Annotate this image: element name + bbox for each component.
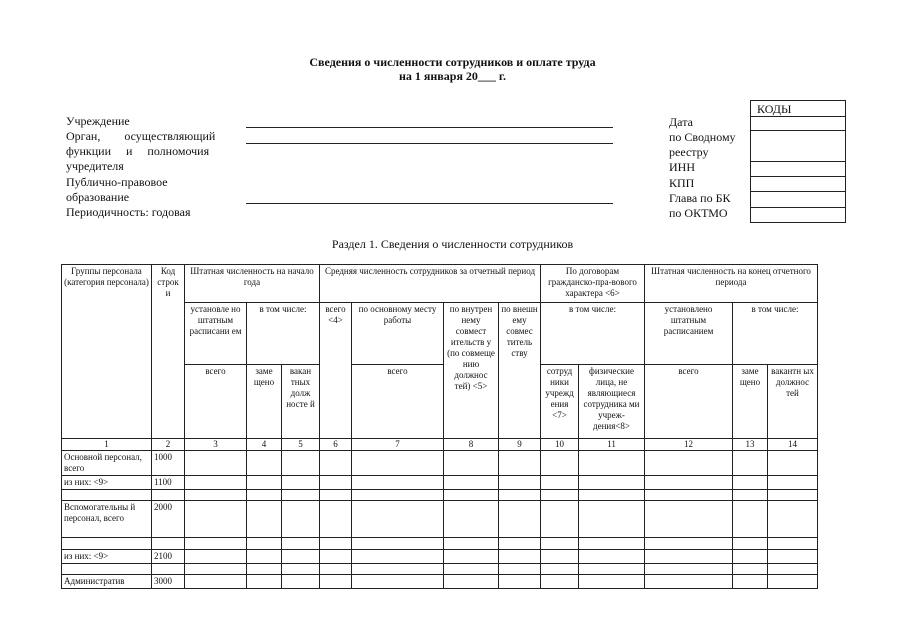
data-cell[interactable] bbox=[247, 476, 282, 490]
data-cell[interactable] bbox=[733, 550, 768, 564]
data-cell[interactable] bbox=[541, 501, 579, 538]
data-cell[interactable] bbox=[768, 575, 818, 589]
row-name: Административ bbox=[62, 575, 152, 589]
institution-line[interactable] bbox=[246, 127, 613, 128]
data-cell[interactable] bbox=[579, 501, 645, 538]
column-number: 5 bbox=[282, 439, 320, 451]
data-cell[interactable] bbox=[320, 550, 352, 564]
data-cell[interactable] bbox=[645, 575, 733, 589]
data-cell[interactable] bbox=[185, 538, 247, 550]
data-cell[interactable] bbox=[733, 564, 768, 575]
data-cell[interactable] bbox=[352, 501, 444, 538]
row-code bbox=[152, 538, 185, 550]
data-cell[interactable] bbox=[768, 451, 818, 476]
header-contracts: По договорам гражданско-пра-вового характера <6> bbox=[541, 265, 645, 303]
data-cell[interactable] bbox=[444, 476, 499, 490]
document-title bbox=[0, 55, 905, 83]
data-cell[interactable] bbox=[768, 501, 818, 538]
data-cell[interactable] bbox=[320, 501, 352, 538]
data-cell[interactable] bbox=[282, 490, 320, 501]
column-number: 7 bbox=[352, 439, 444, 451]
header-established: установле но штатным расписани ем bbox=[185, 303, 247, 365]
column-number: 10 bbox=[541, 439, 579, 451]
data-cell[interactable] bbox=[282, 564, 320, 575]
header-groups: Группы персонала (категория персонала) bbox=[62, 265, 152, 439]
data-cell[interactable] bbox=[768, 476, 818, 490]
data-cell[interactable] bbox=[541, 538, 579, 550]
column-number: 14 bbox=[768, 439, 818, 451]
data-cell[interactable] bbox=[247, 575, 282, 589]
row-name: Основной персонал, всего bbox=[62, 451, 152, 476]
code-cell-registry[interactable] bbox=[751, 130, 845, 131]
column-number: 2 bbox=[152, 439, 185, 451]
data-cell[interactable] bbox=[768, 538, 818, 550]
data-cell[interactable] bbox=[185, 476, 247, 490]
data-cell[interactable] bbox=[768, 490, 818, 501]
row-code bbox=[152, 564, 185, 575]
data-cell[interactable] bbox=[645, 476, 733, 490]
row-name bbox=[62, 490, 152, 501]
data-cell[interactable] bbox=[185, 550, 247, 564]
data-cell[interactable] bbox=[499, 451, 541, 476]
data-cell[interactable] bbox=[352, 550, 444, 564]
data-cell[interactable] bbox=[579, 564, 645, 575]
header-incl-end: в том числе: bbox=[733, 303, 818, 365]
date-label: Дата bbox=[669, 115, 693, 129]
code-cell-kpp[interactable] bbox=[751, 176, 845, 177]
data-cell[interactable] bbox=[645, 451, 733, 476]
data-cell[interactable] bbox=[541, 476, 579, 490]
header-incl-contracts: в том числе: bbox=[541, 303, 645, 365]
data-cell[interactable] bbox=[282, 501, 320, 538]
table-row bbox=[62, 538, 818, 550]
header-individuals: физические лица, не являющиеся сотрудника ми учреж-дения<8> bbox=[579, 365, 645, 439]
data-cell[interactable] bbox=[282, 476, 320, 490]
column-number: 12 bbox=[645, 439, 733, 451]
data-cell[interactable] bbox=[282, 550, 320, 564]
data-cell[interactable] bbox=[733, 451, 768, 476]
data-cell[interactable] bbox=[352, 476, 444, 490]
column-number: 8 bbox=[444, 439, 499, 451]
header-filled-end: заме щено bbox=[733, 365, 768, 439]
data-cell[interactable] bbox=[645, 538, 733, 550]
data-cell[interactable] bbox=[185, 564, 247, 575]
data-cell[interactable] bbox=[733, 575, 768, 589]
oktmo-label: по ОКТМО bbox=[669, 206, 728, 220]
table-row bbox=[62, 575, 818, 589]
header-main-place: по основному месту работы bbox=[352, 303, 444, 365]
periodicity-label: Периодичность: годовая bbox=[66, 205, 191, 219]
header-staff-end: Штатная численность на конец отчетного периода bbox=[645, 265, 818, 303]
header-staff-start: Штатная численность на начало года bbox=[185, 265, 320, 303]
data-cell[interactable] bbox=[499, 490, 541, 501]
public-entity-label-1: Публично-правовое bbox=[66, 175, 168, 189]
column-number: 13 bbox=[733, 439, 768, 451]
data-cell[interactable] bbox=[645, 501, 733, 538]
data-cell[interactable] bbox=[768, 564, 818, 575]
data-cell[interactable] bbox=[247, 501, 282, 538]
data-cell[interactable] bbox=[499, 501, 541, 538]
row-code bbox=[152, 490, 185, 501]
bk-head-label: Глава по БК bbox=[669, 191, 731, 205]
header-avg-total: всего <4> bbox=[320, 303, 352, 439]
data-cell[interactable] bbox=[499, 575, 541, 589]
data-cell[interactable] bbox=[185, 501, 247, 538]
codes-box bbox=[750, 100, 846, 223]
organ-label-2: функции и полномочия bbox=[66, 144, 210, 158]
row-name: Вспомогательны й персонал, всего bbox=[62, 501, 152, 538]
data-cell[interactable] bbox=[645, 564, 733, 575]
data-cell[interactable] bbox=[282, 538, 320, 550]
code-cell-bk[interactable] bbox=[751, 191, 845, 192]
header-total-1: всего bbox=[185, 365, 247, 439]
code-cell-inn[interactable] bbox=[751, 161, 845, 162]
column-number: 6 bbox=[320, 439, 352, 451]
data-cell[interactable] bbox=[320, 476, 352, 490]
data-cell[interactable] bbox=[444, 575, 499, 589]
table-row bbox=[62, 490, 818, 501]
data-cell[interactable] bbox=[185, 575, 247, 589]
data-cell[interactable] bbox=[579, 575, 645, 589]
row-code: 3000 bbox=[152, 575, 185, 589]
data-cell[interactable] bbox=[247, 451, 282, 476]
data-cell[interactable] bbox=[444, 564, 499, 575]
codes-title: КОДЫ bbox=[757, 102, 792, 116]
column-number: 3 bbox=[185, 439, 247, 451]
data-cell[interactable] bbox=[733, 538, 768, 550]
data-cell[interactable] bbox=[352, 564, 444, 575]
data-cell[interactable] bbox=[499, 476, 541, 490]
code-cell-date[interactable] bbox=[751, 116, 845, 117]
data-cell[interactable] bbox=[185, 490, 247, 501]
staff-table bbox=[61, 264, 818, 589]
title-line-2: на 1 января 20___ г. bbox=[398, 69, 507, 83]
data-cell[interactable] bbox=[499, 564, 541, 575]
data-cell[interactable] bbox=[541, 550, 579, 564]
header-vacant-1: вакан тных долж носте й bbox=[282, 365, 320, 439]
table-row bbox=[62, 564, 818, 575]
header-code: Код строк и bbox=[152, 265, 185, 439]
column-number: 9 bbox=[499, 439, 541, 451]
header-established-end: установлено штатным расписанием bbox=[645, 303, 733, 365]
data-cell[interactable] bbox=[541, 564, 579, 575]
data-cell[interactable] bbox=[733, 490, 768, 501]
data-cell[interactable] bbox=[247, 564, 282, 575]
data-cell[interactable] bbox=[247, 550, 282, 564]
data-cell[interactable] bbox=[541, 490, 579, 501]
data-cell[interactable] bbox=[282, 575, 320, 589]
row-name: из них: <9> bbox=[62, 476, 152, 490]
data-cell[interactable] bbox=[733, 501, 768, 538]
row-code: 2000 bbox=[152, 501, 185, 538]
data-cell[interactable] bbox=[444, 538, 499, 550]
data-cell[interactable] bbox=[185, 451, 247, 476]
registry-label-2: реестру bbox=[669, 145, 709, 159]
public-entity-label-2: образование bbox=[66, 190, 130, 204]
header-total-main: всего bbox=[352, 365, 444, 439]
header-avg: Средняя численность сотрудников за отчетный период bbox=[320, 265, 541, 303]
header-internal: по внутрен нему совмест ительств у (по совмеще нию должнос тей) <5> bbox=[444, 303, 499, 439]
table-row bbox=[62, 501, 818, 538]
title-line-1: Сведения о численности сотрудников и оплате труда bbox=[309, 55, 596, 69]
table-row bbox=[62, 550, 818, 564]
table-row bbox=[62, 476, 818, 490]
data-cell[interactable] bbox=[645, 490, 733, 501]
row-code: 1100 bbox=[152, 476, 185, 490]
row-name: из них: <9> bbox=[62, 550, 152, 564]
row-code: 2100 bbox=[152, 550, 185, 564]
row-name bbox=[62, 564, 152, 575]
data-cell[interactable] bbox=[768, 550, 818, 564]
data-cell[interactable] bbox=[320, 564, 352, 575]
data-cell[interactable] bbox=[247, 490, 282, 501]
section-title: Раздел 1. Сведения о численности сотрудников bbox=[331, 237, 574, 251]
organ-label-1: Орган, осуществляющий bbox=[66, 129, 216, 143]
data-cell[interactable] bbox=[579, 476, 645, 490]
data-cell[interactable] bbox=[320, 538, 352, 550]
column-number: 4 bbox=[247, 439, 282, 451]
data-cell[interactable] bbox=[444, 550, 499, 564]
data-cell[interactable] bbox=[320, 451, 352, 476]
public-entity-line[interactable] bbox=[246, 203, 613, 204]
column-number-row bbox=[62, 439, 818, 451]
data-cell[interactable] bbox=[352, 490, 444, 501]
header-external: по внешн ему совмес титель ству bbox=[499, 303, 541, 439]
header-inst-staff: сотруд ники учрежд ения <7> bbox=[541, 365, 579, 439]
data-cell[interactable] bbox=[352, 575, 444, 589]
data-cell[interactable] bbox=[352, 538, 444, 550]
organ-line[interactable] bbox=[246, 143, 613, 144]
data-cell[interactable] bbox=[320, 490, 352, 501]
data-cell[interactable] bbox=[444, 490, 499, 501]
table-body bbox=[62, 451, 818, 589]
header-incl-1: в том числе: bbox=[247, 303, 320, 365]
data-cell[interactable] bbox=[282, 451, 320, 476]
data-cell[interactable] bbox=[541, 451, 579, 476]
header-filled-1: заме щено bbox=[247, 365, 282, 439]
table-row bbox=[62, 451, 818, 476]
header-vacant-end: вакантн ых должнос тей bbox=[768, 365, 818, 439]
code-cell-oktmo[interactable] bbox=[751, 207, 845, 208]
inn-label: ИНН bbox=[669, 160, 695, 174]
data-cell[interactable] bbox=[541, 575, 579, 589]
data-cell[interactable] bbox=[579, 538, 645, 550]
data-cell[interactable] bbox=[247, 538, 282, 550]
data-cell[interactable] bbox=[444, 501, 499, 538]
data-cell[interactable] bbox=[499, 538, 541, 550]
data-cell[interactable] bbox=[579, 550, 645, 564]
column-number: 11 bbox=[579, 439, 645, 451]
kpp-label: КПП bbox=[669, 176, 695, 190]
data-cell[interactable] bbox=[320, 575, 352, 589]
row-name bbox=[62, 538, 152, 550]
organ-label-3: учредителя bbox=[66, 159, 124, 173]
column-number: 1 bbox=[62, 439, 152, 451]
data-cell[interactable] bbox=[352, 451, 444, 476]
data-cell[interactable] bbox=[645, 550, 733, 564]
data-cell[interactable] bbox=[499, 550, 541, 564]
data-cell[interactable] bbox=[733, 476, 768, 490]
header-total-end: всего bbox=[645, 365, 733, 439]
data-cell[interactable] bbox=[579, 490, 645, 501]
registry-label-1: по Сводному bbox=[669, 130, 736, 144]
row-code: 1000 bbox=[152, 451, 185, 476]
data-cell[interactable] bbox=[579, 451, 645, 476]
data-cell[interactable] bbox=[444, 451, 499, 476]
institution-label: Учреждение bbox=[66, 114, 130, 128]
